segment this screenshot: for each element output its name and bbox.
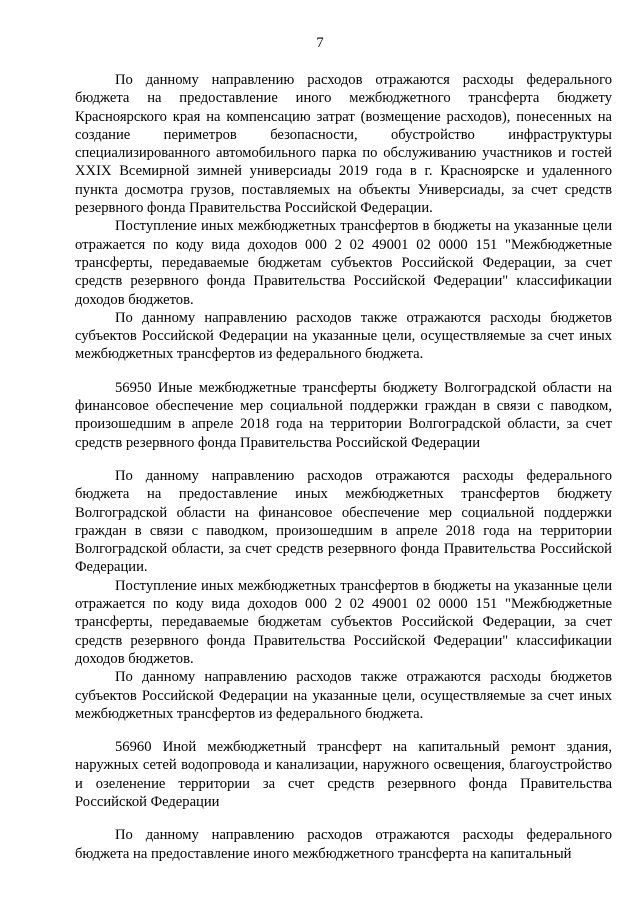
paragraph-capital-repair-expenses: По данному направлению расходов отражаются расходы федерального бюджета на предоставление иного межбюджетного трансферта на капитальный xyxy=(75,827,612,862)
section-gap xyxy=(75,811,612,826)
paragraph-volgograd-regional-expenses: По данному направлению расходов также отражаются расходы бюджетов субъектов Российской Федерации на указанные цели, осуществляемые за счет иных межбюджетных трансфертов из федерального бюджета. xyxy=(75,669,612,722)
paragraph-krasnoyarsk-regional-expenses: По данному направлению расходов также отражаются расходы бюджетов субъектов Российской Федерации на указанные цели, осуществляемые за счет иных межбюджетных трансфертов из федерального бюджета. xyxy=(75,309,612,363)
page-number: 7 xyxy=(316,35,324,51)
paragraph-krasnoyarsk-expenses: По данному направлению расходов отражаются расходы федерального бюджета на предоставление иного межбюджетного трансферта бюджету Красноярского края на компенсацию затрат (возмещение расходов), понесенных на создание периметров безопасности, обустройство инфраструктуры специализированного автомобильного парка по обслуживанию участников и гостей XXIX Всемирной зимней универсиады 2019 года в г. Красноярске и удаленного пункта досмотра грузов, поставляемых на объекты Универсиады, за счет средств резервного фонда Правительства Российской Федерации. xyxy=(75,72,612,217)
section-gap xyxy=(75,364,612,379)
section-heading-56950: 56950 Иные межбюджетные трансферты бюджету Волгоградской области на финансовое обеспечение мер социальной поддержки граждан в связи с паводком, произошедшим в апреле 2018 года на территории Волгоградской области, за счет средств резервного фонда Правительства Российской Федерации xyxy=(75,379,612,451)
paragraph-volgograd-revenue-code: Поступление иных межбюджетных трансфертов в бюджеты на указанные цели отражается по коду вида доходов 000 2 02 49001 02 0000 151 "Межбюджетные трансферты, передаваемые бюджетам субъектов Российской Федерации, за счет средств резервного фонда Правительства Российской Федерации" классификации доходов бюджетов. xyxy=(75,577,612,667)
document-body xyxy=(75,71,612,863)
section-gap xyxy=(75,452,612,467)
section-gap xyxy=(75,723,612,738)
paragraph-volgograd-expenses: По данному направлению расходов отражаются расходы федерального бюджета на предоставление иных межбюджетных трансфертов бюджету Волгоградской области на финансовое обеспечение мер социальной поддержки граждан в связи с паводком, произошедшим в апреле 2018 года на территории Волгоградской области, за счет средств резервного фонда Правительства Российской Федерации. xyxy=(75,467,612,576)
section-heading-56960: 56960 Иной межбюджетный трансферт на капитальный ремонт здания, наружных сетей водопровода и канализации, наружного освещения, благоустройство и озеленение территории за счет средств резервного фонда Правительства Российской Федерации xyxy=(75,739,612,810)
paragraph-krasnoyarsk-revenue-code: Поступление иных межбюджетных трансфертов в бюджеты на указанные цели отражается по коду вида доходов 000 2 02 49001 02 0000 151 "Межбюджетные трансферты, передаваемые бюджетам субъектов Российской Федерации, за счет средств резервного фонда Правительства Российской Федерации" классификации доходов бюджетов. xyxy=(75,218,612,308)
